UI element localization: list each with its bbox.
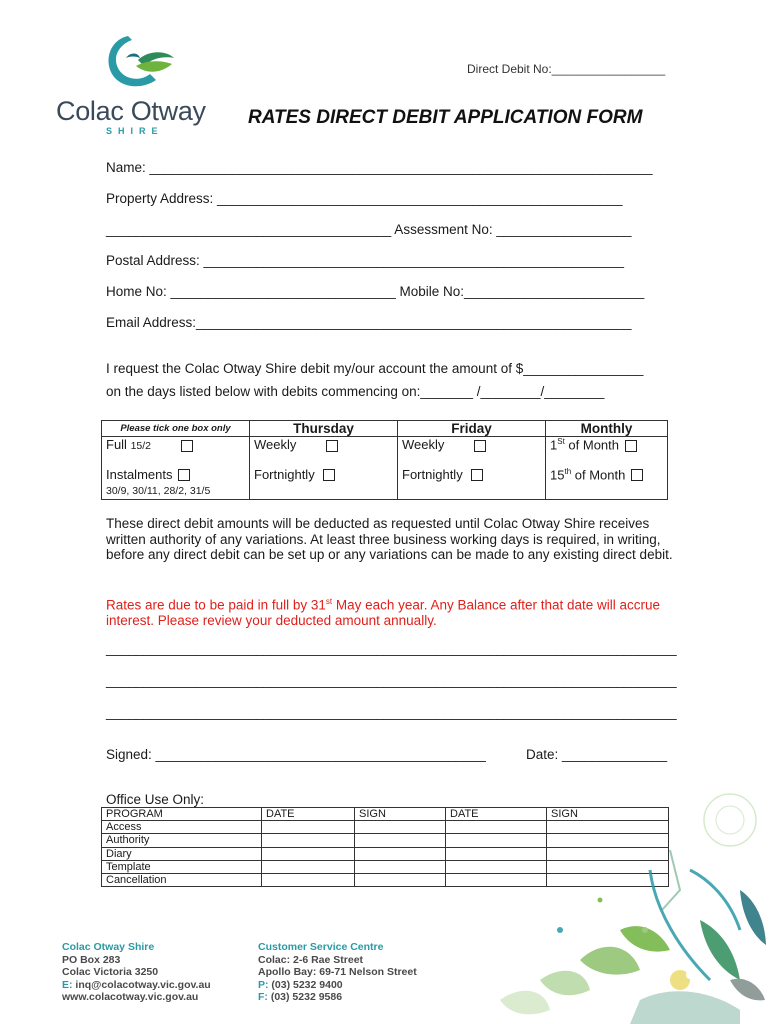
office-header-program: PROGRAM — [102, 808, 262, 821]
debit-schedule-table — [101, 420, 668, 500]
footer-website-link[interactable]: www.colacotway.vic.gov.au — [62, 991, 199, 1003]
friday-weekly-option: Weekly — [398, 437, 546, 467]
instalments-checkbox[interactable] — [178, 469, 190, 481]
comment-line[interactable]: ____________________________________________________________________________ — [106, 641, 677, 656]
office-header-date: DATE — [446, 808, 547, 821]
logo-subtitle: SHIRE — [106, 126, 164, 136]
fifteenth-of-month-checkbox[interactable] — [631, 469, 643, 481]
assessment-number-field[interactable]: ______________________________________ Assessment No: __________________ — [106, 222, 632, 237]
botanical-decoration-icon — [440, 780, 770, 1024]
comment-line[interactable]: ____________________________________________________________________________ — [106, 705, 677, 720]
first-of-month-option: 1St of Month — [546, 437, 668, 467]
email-address-field[interactable]: Email Address:__________________________________________________________ — [106, 315, 632, 330]
thursday-fortnightly-checkbox[interactable] — [323, 469, 335, 481]
footer-council-title: Colac Otway Shire — [62, 941, 155, 953]
comment-line[interactable]: ____________________________________________________________________________ — [106, 673, 677, 688]
tick-note: Please tick one box only — [102, 421, 250, 437]
footer-service-centre: Customer Service Centre Colac: 2-6 Rae Street Apollo Bay: 69-71 Nelson Street P: (03) 5232 9400 F: (03) 5232 9586 — [258, 941, 417, 1003]
footer-council-contact: Colac Otway Shire PO Box 283 Colac Victoria 3250 E: inq@colacotway.vic.gov.au www.colacotway.vic.gov.au — [62, 941, 211, 1003]
commencing-date-field[interactable]: on the days listed below with debits commencing on:_______ /________/________ — [106, 384, 605, 399]
instalments-option: Instalments 30/9, 30/11, 28/2, 31/5 — [102, 467, 250, 500]
signature-field[interactable]: Signed: ____________________________________________ — [106, 747, 486, 762]
logo-name: Colac Otway — [56, 96, 206, 126]
thursday-weekly-option: Weekly — [250, 437, 398, 467]
terms-paragraph: These direct debit amounts will be deducted as requested until Colac Otway Shire receives written authority of any variations. At least three business working days is required, in writing, before any direct debit can be set up or any variations can be made to any existing direct debit. — [106, 516, 673, 562]
phone-numbers-field[interactable]: Home No: ______________________________ Mobile No:________________________ — [106, 284, 645, 299]
full-checkbox[interactable] — [181, 440, 193, 452]
office-header-date: DATE — [262, 808, 355, 821]
direct-debit-number-field[interactable]: Direct Debit No:_________________ — [467, 62, 666, 76]
office-use-title: Office Use Only: — [106, 792, 205, 807]
monthly-header: Monthly — [546, 421, 668, 437]
logo-swirl-icon — [100, 30, 210, 96]
interest-warning: Rates are due to be paid in full by 31st May each year. Any Balance after that date will accrue interest. Please review your deducted amount annually. — [106, 597, 661, 628]
footer-email-link[interactable]: inq@colacotway.vic.gov.au — [72, 978, 211, 991]
first-of-month-checkbox[interactable] — [625, 440, 637, 452]
table-row: Template — [102, 860, 669, 873]
debit-amount-field[interactable]: I request the Colac Otway Shire debit my/our account the amount of $________________ — [106, 361, 644, 376]
thursday-header: Thursday — [250, 421, 398, 437]
office-header-sign: SIGN — [547, 808, 669, 821]
full-option: Full 15/2 — [102, 437, 250, 467]
friday-weekly-checkbox[interactable] — [474, 440, 486, 452]
friday-header: Friday — [398, 421, 546, 437]
thursday-fortnightly-option: Fortnightly — [250, 467, 398, 500]
table-row: Authority — [102, 834, 669, 847]
form-title: RATES DIRECT DEBIT APPLICATION FORM — [248, 107, 643, 128]
fifteenth-of-month-option: 15th of Month — [546, 467, 668, 500]
friday-fortnightly-checkbox[interactable] — [471, 469, 483, 481]
date-field[interactable]: Date: ______________ — [526, 747, 668, 762]
friday-fortnightly-option: Fortnightly — [398, 467, 546, 500]
thursday-weekly-checkbox[interactable] — [326, 440, 338, 452]
property-address-field[interactable]: Property Address: ______________________________________________________ — [106, 191, 623, 206]
table-row: Diary — [102, 847, 669, 860]
footer-service-title: Customer Service Centre — [258, 941, 384, 953]
postal-address-field[interactable]: Postal Address: ________________________________________________________ — [106, 253, 625, 268]
table-row: Cancellation — [102, 873, 669, 886]
office-header-sign: SIGN — [355, 808, 446, 821]
table-row: Access — [102, 821, 669, 834]
name-field[interactable]: Name: ___________________________________________________________________ — [106, 160, 653, 175]
council-logo — [56, 30, 216, 140]
